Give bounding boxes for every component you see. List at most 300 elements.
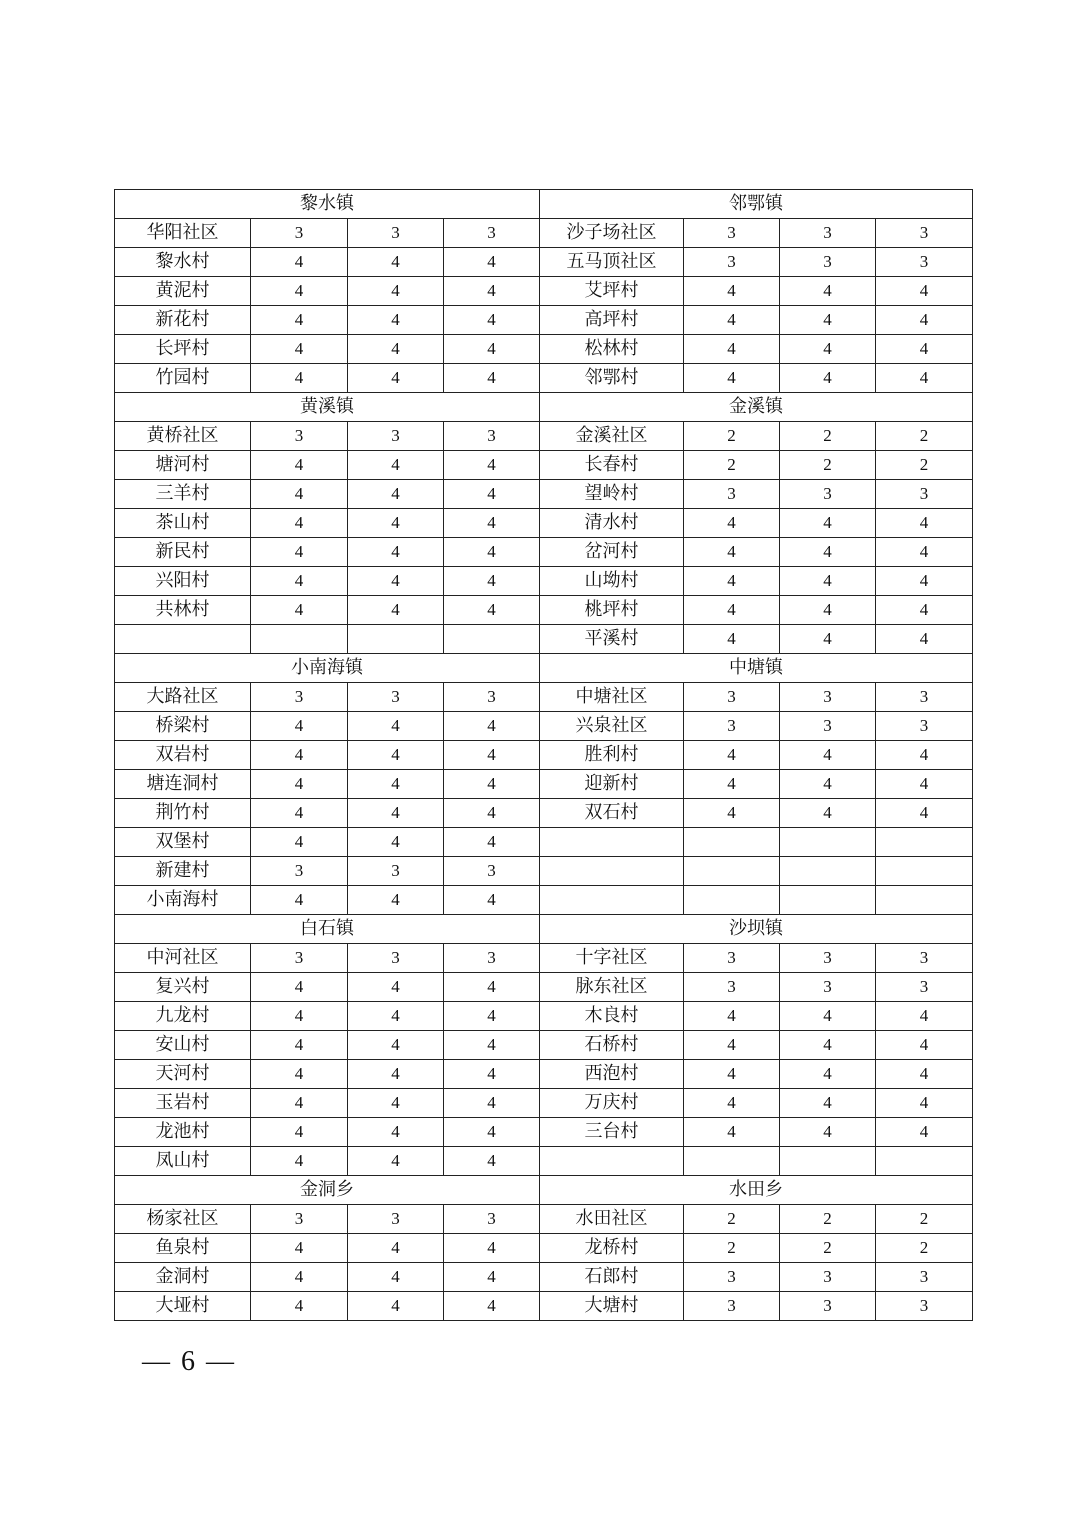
value-cell: 4	[876, 799, 973, 828]
table-row	[115, 828, 973, 857]
value-cell: 3	[780, 1263, 876, 1292]
value-cell: 4	[780, 1089, 876, 1118]
value-cell: 4	[876, 335, 973, 364]
village-name-cell: 高坪村	[540, 306, 684, 335]
section-header-row	[115, 915, 973, 944]
value-cell: 4	[444, 799, 540, 828]
value-cell: 4	[251, 1118, 348, 1147]
value-cell: 4	[684, 1089, 780, 1118]
value-cell: 4	[251, 741, 348, 770]
value-cell: 3	[444, 219, 540, 248]
table-row	[115, 480, 973, 509]
value-cell: 4	[251, 1234, 348, 1263]
value-cell: 3	[251, 857, 348, 886]
value-cell: 4	[876, 1118, 973, 1147]
value-cell: 4	[251, 770, 348, 799]
village-name-cell: 安山村	[115, 1031, 251, 1060]
value-cell: 4	[684, 741, 780, 770]
value-cell: 3	[684, 219, 780, 248]
value-cell: 4	[251, 973, 348, 1002]
value-cell	[876, 828, 973, 857]
value-cell: 4	[444, 1060, 540, 1089]
value-cell: 4	[780, 770, 876, 799]
village-name-cell: 大路社区	[115, 683, 251, 712]
value-cell: 4	[780, 567, 876, 596]
value-cell: 4	[780, 741, 876, 770]
village-name-cell: 塘连洞村	[115, 770, 251, 799]
village-name-cell: 塘河村	[115, 451, 251, 480]
value-cell: 3	[444, 944, 540, 973]
value-cell: 3	[780, 1292, 876, 1321]
value-cell: 4	[251, 886, 348, 915]
value-cell: 4	[251, 364, 348, 393]
value-cell: 4	[251, 1002, 348, 1031]
value-cell: 4	[348, 1118, 444, 1147]
table-row	[115, 799, 973, 828]
value-cell: 4	[684, 538, 780, 567]
village-name-cell: 九龙村	[115, 1002, 251, 1031]
value-cell: 4	[444, 480, 540, 509]
value-cell: 4	[684, 306, 780, 335]
value-cell: 4	[348, 480, 444, 509]
value-cell: 3	[348, 857, 444, 886]
value-cell: 3	[684, 1292, 780, 1321]
value-cell: 2	[780, 422, 876, 451]
table-row	[115, 1234, 973, 1263]
value-cell	[444, 625, 540, 654]
value-cell: 4	[348, 335, 444, 364]
village-name-cell: 五马顶社区	[540, 248, 684, 277]
table-row	[115, 335, 973, 364]
value-cell: 2	[876, 1234, 973, 1263]
value-cell: 4	[780, 1002, 876, 1031]
value-cell	[876, 886, 973, 915]
value-cell	[251, 625, 348, 654]
village-name-cell: 平溪村	[540, 625, 684, 654]
value-cell: 4	[348, 1002, 444, 1031]
village-name-cell: 鱼泉村	[115, 1234, 251, 1263]
value-cell: 4	[684, 277, 780, 306]
value-cell: 4	[684, 770, 780, 799]
value-cell	[780, 1147, 876, 1176]
village-name-cell: 黄泥村	[115, 277, 251, 306]
value-cell: 4	[876, 625, 973, 654]
value-cell: 3	[780, 480, 876, 509]
value-cell: 4	[876, 277, 973, 306]
value-cell: 2	[780, 451, 876, 480]
town-name-right: 中塘镇	[540, 654, 973, 683]
value-cell: 3	[780, 712, 876, 741]
value-cell: 4	[348, 741, 444, 770]
table-row	[115, 364, 973, 393]
village-name-cell: 桥梁村	[115, 712, 251, 741]
value-cell: 3	[780, 248, 876, 277]
value-cell: 4	[444, 248, 540, 277]
value-cell	[684, 886, 780, 915]
value-cell: 3	[684, 480, 780, 509]
table-row	[115, 886, 973, 915]
value-cell: 4	[780, 335, 876, 364]
value-cell: 3	[251, 1205, 348, 1234]
village-name-cell: 竹园村	[115, 364, 251, 393]
village-name-cell: 脉东社区	[540, 973, 684, 1002]
value-cell: 3	[684, 944, 780, 973]
value-cell: 4	[876, 770, 973, 799]
value-cell: 4	[444, 1089, 540, 1118]
village-name-cell: 金洞村	[115, 1263, 251, 1292]
value-cell: 4	[444, 364, 540, 393]
value-cell: 4	[780, 1118, 876, 1147]
table-row	[115, 770, 973, 799]
page-number: — 6 —	[142, 1346, 236, 1377]
value-cell: 4	[444, 567, 540, 596]
value-cell: 3	[348, 219, 444, 248]
value-cell: 4	[444, 1292, 540, 1321]
value-cell: 4	[444, 1263, 540, 1292]
value-cell: 3	[876, 480, 973, 509]
value-cell: 4	[444, 828, 540, 857]
value-cell: 2	[684, 1234, 780, 1263]
table-row	[115, 1060, 973, 1089]
value-cell: 3	[876, 973, 973, 1002]
value-cell: 4	[444, 712, 540, 741]
value-cell: 4	[444, 973, 540, 1002]
value-cell: 4	[684, 625, 780, 654]
value-cell: 4	[444, 1002, 540, 1031]
village-name-cell: 中塘社区	[540, 683, 684, 712]
table-row	[115, 1118, 973, 1147]
value-cell: 4	[251, 509, 348, 538]
section-header-row	[115, 393, 973, 422]
value-cell: 2	[684, 451, 780, 480]
value-cell: 3	[780, 219, 876, 248]
table-row	[115, 625, 973, 654]
village-name-cell: 杨家社区	[115, 1205, 251, 1234]
value-cell: 3	[348, 944, 444, 973]
value-cell: 4	[348, 828, 444, 857]
value-cell: 4	[348, 538, 444, 567]
village-name-cell: 水田社区	[540, 1205, 684, 1234]
value-cell	[780, 886, 876, 915]
village-name-cell: 双岩村	[115, 741, 251, 770]
value-cell: 4	[780, 1031, 876, 1060]
value-cell: 3	[684, 973, 780, 1002]
village-name-cell: 十字社区	[540, 944, 684, 973]
value-cell: 3	[444, 683, 540, 712]
village-name-cell: 黄桥社区	[115, 422, 251, 451]
value-cell: 4	[348, 1089, 444, 1118]
town-name-left: 白石镇	[115, 915, 540, 944]
value-cell: 4	[444, 1031, 540, 1060]
value-cell: 4	[876, 509, 973, 538]
town-name-right: 邻鄂镇	[540, 190, 973, 219]
table-row	[115, 944, 973, 973]
value-cell: 4	[251, 1031, 348, 1060]
value-cell: 4	[348, 306, 444, 335]
value-cell: 4	[876, 1089, 973, 1118]
value-cell: 3	[251, 683, 348, 712]
village-table	[114, 189, 973, 1321]
village-name-cell	[540, 828, 684, 857]
village-name-cell: 华阳社区	[115, 219, 251, 248]
value-cell: 4	[876, 364, 973, 393]
village-name-cell: 龙桥村	[540, 1234, 684, 1263]
value-cell: 4	[348, 886, 444, 915]
value-cell: 4	[251, 799, 348, 828]
value-cell: 4	[444, 1118, 540, 1147]
table-row	[115, 567, 973, 596]
town-name-left: 黄溪镇	[115, 393, 540, 422]
value-cell: 3	[444, 857, 540, 886]
village-name-cell: 三羊村	[115, 480, 251, 509]
table-body	[115, 190, 973, 1321]
value-cell: 4	[348, 1147, 444, 1176]
value-cell: 4	[876, 741, 973, 770]
village-name-cell: 兴阳村	[115, 567, 251, 596]
village-name-cell: 新民村	[115, 538, 251, 567]
table-row	[115, 422, 973, 451]
village-name-cell: 兴泉社区	[540, 712, 684, 741]
village-name-cell: 中河社区	[115, 944, 251, 973]
value-cell: 4	[444, 335, 540, 364]
value-cell: 4	[251, 277, 348, 306]
section-header-row	[115, 654, 973, 683]
value-cell: 3	[251, 944, 348, 973]
village-name-cell: 艾坪村	[540, 277, 684, 306]
value-cell: 4	[684, 1060, 780, 1089]
village-name-cell: 荆竹村	[115, 799, 251, 828]
village-name-cell: 金溪社区	[540, 422, 684, 451]
table-row	[115, 1263, 973, 1292]
table-row	[115, 712, 973, 741]
value-cell: 4	[444, 596, 540, 625]
village-name-cell: 沙子场社区	[540, 219, 684, 248]
table-row	[115, 683, 973, 712]
value-cell	[876, 1147, 973, 1176]
value-cell	[876, 857, 973, 886]
value-cell: 2	[780, 1205, 876, 1234]
value-cell: 3	[444, 1205, 540, 1234]
value-cell: 4	[684, 364, 780, 393]
village-name-cell: 长春村	[540, 451, 684, 480]
value-cell: 4	[251, 480, 348, 509]
value-cell: 4	[251, 1263, 348, 1292]
village-name-cell: 石郎村	[540, 1263, 684, 1292]
value-cell: 4	[251, 828, 348, 857]
village-name-cell	[540, 1147, 684, 1176]
value-cell: 3	[876, 712, 973, 741]
value-cell: 3	[780, 973, 876, 1002]
value-cell: 4	[251, 538, 348, 567]
village-name-cell: 石桥村	[540, 1031, 684, 1060]
value-cell: 4	[444, 741, 540, 770]
value-cell: 3	[251, 422, 348, 451]
value-cell: 4	[876, 1060, 973, 1089]
value-cell	[684, 1147, 780, 1176]
village-name-cell: 凤山村	[115, 1147, 251, 1176]
table-row	[115, 219, 973, 248]
value-cell: 4	[251, 335, 348, 364]
value-cell: 4	[684, 799, 780, 828]
value-cell: 4	[780, 306, 876, 335]
village-name-cell: 大垭村	[115, 1292, 251, 1321]
value-cell: 4	[876, 1002, 973, 1031]
town-name-right: 沙坝镇	[540, 915, 973, 944]
value-cell: 4	[444, 770, 540, 799]
value-cell: 4	[348, 567, 444, 596]
value-cell: 4	[348, 248, 444, 277]
village-name-cell: 天河村	[115, 1060, 251, 1089]
value-cell: 4	[444, 451, 540, 480]
value-cell: 2	[780, 1234, 876, 1263]
village-name-cell: 岔河村	[540, 538, 684, 567]
town-name-left: 金洞乡	[115, 1176, 540, 1205]
value-cell: 4	[444, 306, 540, 335]
value-cell: 3	[684, 683, 780, 712]
village-name-cell: 新花村	[115, 306, 251, 335]
value-cell: 4	[444, 277, 540, 306]
value-cell: 3	[348, 683, 444, 712]
value-cell: 4	[876, 1031, 973, 1060]
value-cell: 4	[251, 248, 348, 277]
value-cell	[684, 828, 780, 857]
value-cell: 4	[684, 1118, 780, 1147]
value-cell: 4	[348, 277, 444, 306]
town-name-right: 金溪镇	[540, 393, 973, 422]
value-cell: 4	[348, 973, 444, 1002]
value-cell: 3	[684, 1263, 780, 1292]
value-cell: 4	[251, 451, 348, 480]
value-cell: 4	[684, 1031, 780, 1060]
value-cell: 4	[251, 1147, 348, 1176]
value-cell: 4	[444, 886, 540, 915]
village-name-cell: 山坳村	[540, 567, 684, 596]
village-name-cell	[115, 625, 251, 654]
value-cell: 4	[780, 625, 876, 654]
value-cell: 4	[876, 596, 973, 625]
table-row	[115, 1147, 973, 1176]
value-cell: 4	[876, 567, 973, 596]
value-cell: 3	[876, 248, 973, 277]
table-row	[115, 248, 973, 277]
value-cell: 3	[444, 422, 540, 451]
table-row	[115, 1292, 973, 1321]
village-name-cell: 邻鄂村	[540, 364, 684, 393]
value-cell: 3	[876, 944, 973, 973]
value-cell: 4	[348, 1263, 444, 1292]
table-row	[115, 1089, 973, 1118]
table-row	[115, 509, 973, 538]
table-row	[115, 596, 973, 625]
value-cell: 4	[251, 1060, 348, 1089]
village-name-cell: 木良村	[540, 1002, 684, 1031]
section-header-row	[115, 1176, 973, 1205]
value-cell: 2	[876, 422, 973, 451]
value-cell	[684, 857, 780, 886]
town-name-left: 小南海镇	[115, 654, 540, 683]
value-cell: 4	[780, 277, 876, 306]
value-cell: 4	[684, 567, 780, 596]
value-cell: 4	[251, 712, 348, 741]
village-name-cell: 共林村	[115, 596, 251, 625]
value-cell: 4	[780, 596, 876, 625]
value-cell	[780, 857, 876, 886]
town-name-right: 水田乡	[540, 1176, 973, 1205]
value-cell	[780, 828, 876, 857]
value-cell: 4	[348, 1234, 444, 1263]
value-cell: 4	[348, 712, 444, 741]
value-cell: 4	[251, 1292, 348, 1321]
value-cell: 4	[251, 567, 348, 596]
village-name-cell: 新建村	[115, 857, 251, 886]
value-cell: 3	[348, 1205, 444, 1234]
village-name-cell: 复兴村	[115, 973, 251, 1002]
value-cell: 2	[876, 1205, 973, 1234]
value-cell: 2	[684, 1205, 780, 1234]
village-name-cell: 双堡村	[115, 828, 251, 857]
village-name-cell: 清水村	[540, 509, 684, 538]
value-cell: 4	[684, 335, 780, 364]
table-row	[115, 973, 973, 1002]
table-row	[115, 1031, 973, 1060]
value-cell: 4	[780, 1060, 876, 1089]
value-cell: 4	[348, 799, 444, 828]
village-name-cell	[540, 886, 684, 915]
value-cell: 4	[444, 538, 540, 567]
value-cell: 4	[348, 770, 444, 799]
value-cell: 3	[684, 248, 780, 277]
table-row	[115, 1002, 973, 1031]
village-name-cell: 小南海村	[115, 886, 251, 915]
table-row	[115, 306, 973, 335]
table-row	[115, 277, 973, 306]
village-name-cell: 万庆村	[540, 1089, 684, 1118]
village-name-cell: 望岭村	[540, 480, 684, 509]
village-name-cell	[540, 857, 684, 886]
value-cell: 4	[780, 538, 876, 567]
value-cell: 3	[876, 1292, 973, 1321]
value-cell: 4	[684, 1002, 780, 1031]
value-cell: 4	[444, 509, 540, 538]
value-cell: 3	[348, 422, 444, 451]
section-header-row	[115, 190, 973, 219]
value-cell: 4	[780, 364, 876, 393]
value-cell: 4	[348, 451, 444, 480]
village-name-cell: 三台村	[540, 1118, 684, 1147]
value-cell: 2	[876, 451, 973, 480]
value-cell: 4	[780, 509, 876, 538]
value-cell: 3	[780, 944, 876, 973]
value-cell: 3	[876, 219, 973, 248]
village-name-cell: 龙池村	[115, 1118, 251, 1147]
value-cell: 3	[876, 1263, 973, 1292]
value-cell: 4	[251, 1089, 348, 1118]
value-cell: 4	[348, 1060, 444, 1089]
value-cell: 3	[780, 683, 876, 712]
table-row	[115, 741, 973, 770]
value-cell: 4	[348, 1292, 444, 1321]
table-row	[115, 857, 973, 886]
village-name-cell: 迎新村	[540, 770, 684, 799]
value-cell: 4	[251, 596, 348, 625]
village-name-cell: 双石村	[540, 799, 684, 828]
value-cell: 4	[348, 364, 444, 393]
value-cell: 4	[876, 306, 973, 335]
value-cell: 3	[876, 683, 973, 712]
village-name-cell: 胜利村	[540, 741, 684, 770]
value-cell: 4	[444, 1147, 540, 1176]
value-cell	[348, 625, 444, 654]
